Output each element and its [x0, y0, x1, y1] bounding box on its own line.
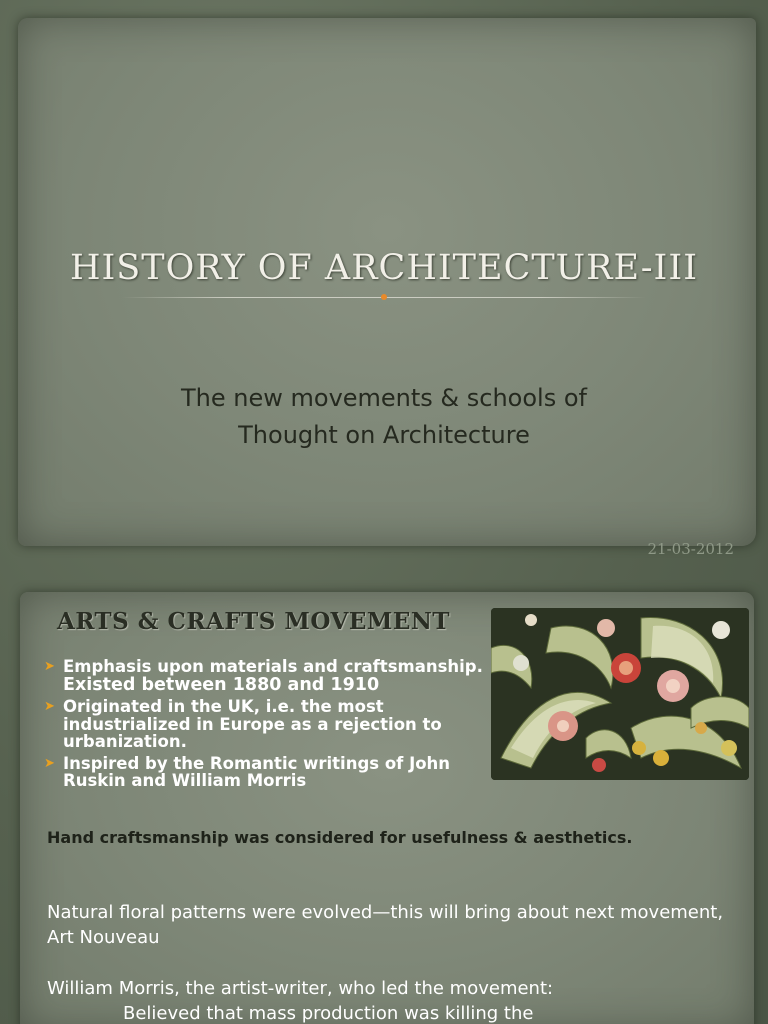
section-heading: ARTS & CRAFTS MOVEMENT	[57, 608, 450, 635]
bullet-list	[42, 658, 492, 794]
page-title: HISTORY OF ARCHITECTURE-III	[69, 248, 699, 288]
morris-line-1: William Morris, the artist-writer, who led the movement:	[47, 978, 554, 999]
arrow-bullet-icon: ➤	[44, 755, 55, 771]
bullet-text: Inspired by the Romantic writings of John Ruskin and William Morris	[63, 753, 451, 790]
paragraph-floral-patterns: Natural floral patterns were evolved—this will bring about next movement, Art Nouveau	[47, 902, 724, 948]
subtitle	[0, 380, 768, 454]
arrow-bullet-icon: ➤	[44, 659, 55, 674]
floral-pattern-graphic	[491, 608, 749, 780]
floral-pattern-image	[491, 608, 749, 780]
paragraph-william-morris	[47, 976, 737, 1024]
morris-line-2: Believed that mass production was killing the	[123, 1003, 534, 1024]
bullet-text-emphasis: Existed between 1880 and 1910	[63, 674, 380, 695]
subtitle-line-2: Thought on Architecture	[238, 421, 530, 449]
bullet-text: Emphasis upon materials and craftsmanship.	[63, 657, 483, 676]
title-dot-icon	[381, 294, 387, 300]
bullet-item	[42, 698, 492, 751]
arts-crafts-slide	[0, 578, 768, 1024]
subtitle-line-1: The new movements & schools of	[181, 384, 587, 412]
bullet-item	[42, 658, 492, 694]
bullet-item	[42, 755, 492, 790]
paragraph-craftsmanship: Hand craftsmanship was considered for usefulness & aesthetics.	[47, 828, 633, 847]
bullet-text: Originated in the UK, i.e. the most industrialized in Europe as a rejection to urbanization.	[63, 697, 442, 751]
slide-date: 21-03-2012	[647, 540, 734, 558]
arrow-bullet-icon: ➤	[44, 699, 55, 714]
